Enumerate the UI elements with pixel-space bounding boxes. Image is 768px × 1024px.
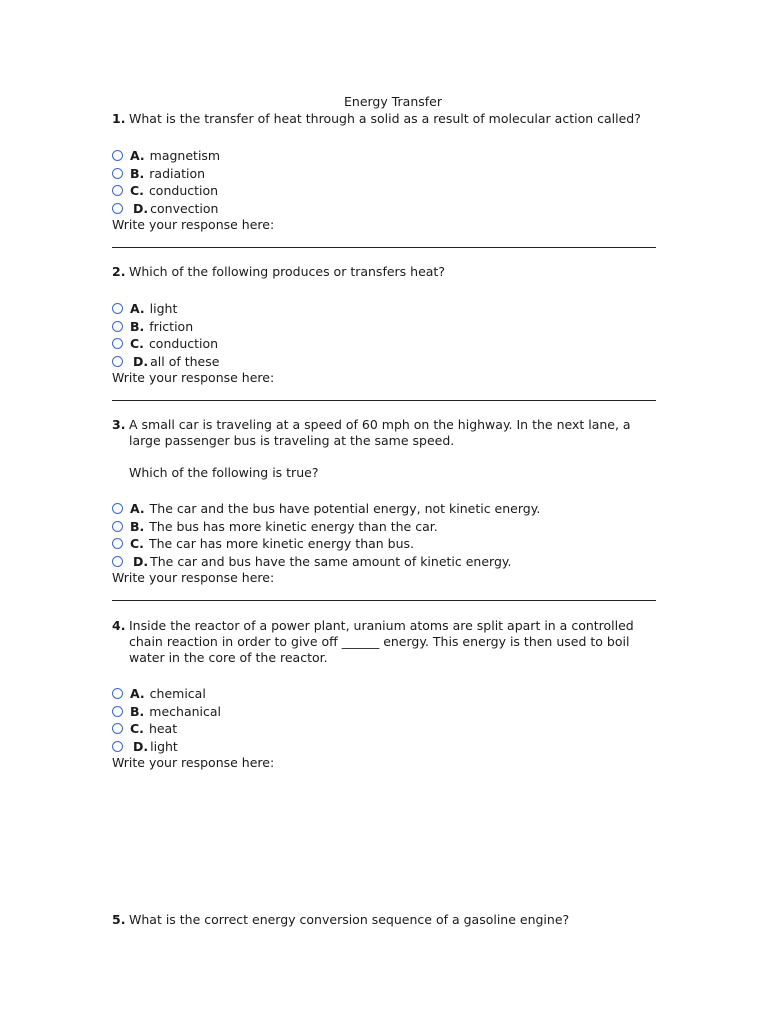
option-text: The car and the bus have potential energy, not kinetic energy. xyxy=(149,501,541,517)
option-d[interactable] xyxy=(112,200,657,218)
radio-icon[interactable] xyxy=(112,303,123,314)
option-letter: B. xyxy=(130,318,145,334)
response-line[interactable] xyxy=(112,247,656,248)
option-c[interactable] xyxy=(112,720,657,738)
option-text: conduction xyxy=(148,336,219,352)
question-number: 5. xyxy=(112,912,126,927)
question-1 xyxy=(112,111,657,233)
option-letter: C. xyxy=(130,183,144,199)
radio-icon[interactable] xyxy=(112,338,123,349)
option-text: convection xyxy=(150,201,219,217)
radio-icon[interactable] xyxy=(112,741,123,752)
option-letter: B. xyxy=(130,703,145,719)
options-list xyxy=(112,500,657,570)
option-b[interactable] xyxy=(112,703,657,721)
response-label: Write your response here: xyxy=(112,217,275,233)
question-4 xyxy=(112,618,657,771)
response-label: Write your response here: xyxy=(112,370,275,386)
options-list xyxy=(112,685,657,755)
question-2 xyxy=(112,264,657,386)
option-letter: D. xyxy=(133,354,149,370)
option-text: all of these xyxy=(150,354,220,370)
option-letter: C. xyxy=(130,536,144,552)
radio-icon[interactable] xyxy=(112,168,123,179)
option-letter: C. xyxy=(130,721,144,737)
option-c[interactable] xyxy=(112,182,657,200)
radio-icon[interactable] xyxy=(112,203,123,214)
option-text: mechanical xyxy=(149,703,222,719)
radio-icon[interactable] xyxy=(112,538,123,549)
question-5 xyxy=(112,912,657,928)
question-number: 1. xyxy=(112,111,126,126)
option-text: The bus has more kinetic energy than the car. xyxy=(149,518,438,534)
option-text: conduction xyxy=(148,183,219,199)
option-letter: A. xyxy=(130,501,145,517)
option-text: The car has more kinetic energy than bus. xyxy=(148,536,415,552)
option-letter: A. xyxy=(130,686,145,702)
option-text: The car and bus have the same amount of kinetic energy. xyxy=(150,554,512,570)
question-text: Inside the reactor of a power plant, uranium atoms are split apart in a controlled chain reaction in order to give off ______ energy. This energy is then used to boil water in the core of the reactor. xyxy=(129,618,634,665)
radio-icon[interactable] xyxy=(112,150,123,161)
option-letter: A. xyxy=(130,301,145,317)
option-text: light xyxy=(150,739,178,755)
option-text: light xyxy=(149,301,178,317)
option-a[interactable] xyxy=(112,147,657,165)
option-text: magnetism xyxy=(149,148,221,164)
option-letter: B. xyxy=(130,518,145,534)
option-c[interactable] xyxy=(112,535,657,553)
question-number: 2. xyxy=(112,264,126,279)
option-letter: C. xyxy=(130,336,144,352)
response-label: Write your response here: xyxy=(112,755,275,771)
option-b[interactable] xyxy=(112,165,657,183)
option-d[interactable] xyxy=(112,353,657,371)
options-list xyxy=(112,300,657,370)
question-text: Which of the following produces or transfers heat? xyxy=(129,264,445,279)
question-number: 4. xyxy=(112,618,126,633)
response-label: Write your response here: xyxy=(112,570,275,586)
radio-icon[interactable] xyxy=(112,706,123,717)
response-line[interactable] xyxy=(112,400,656,401)
option-a[interactable] xyxy=(112,685,657,703)
option-d[interactable] xyxy=(112,738,657,756)
option-letter: D. xyxy=(133,554,149,570)
option-d[interactable] xyxy=(112,553,657,571)
question-3 xyxy=(112,417,657,586)
radio-icon[interactable] xyxy=(112,521,123,532)
option-text: radiation xyxy=(149,165,206,181)
radio-icon[interactable] xyxy=(112,185,123,196)
radio-icon[interactable] xyxy=(112,723,123,734)
option-letter: D. xyxy=(133,201,149,217)
option-text: heat xyxy=(148,721,178,737)
question-subtext: Which of the following is true? xyxy=(129,465,319,480)
radio-icon[interactable] xyxy=(112,356,123,367)
option-letter: D. xyxy=(133,739,149,755)
radio-icon[interactable] xyxy=(112,503,123,514)
option-text: chemical xyxy=(149,686,206,702)
radio-icon[interactable] xyxy=(112,688,123,699)
question-text: A small car is traveling at a speed of 60 mph on the highway. In the next lane, a large passenger bus is traveling at the same speed. xyxy=(129,417,631,448)
question-number: 3. xyxy=(112,417,126,432)
option-letter: B. xyxy=(130,165,145,181)
radio-icon[interactable] xyxy=(112,556,123,567)
option-b[interactable] xyxy=(112,518,657,536)
response-line[interactable] xyxy=(112,600,656,601)
question-text: What is the transfer of heat through a solid as a result of molecular action called? xyxy=(129,111,641,126)
options-list xyxy=(112,147,657,217)
option-a[interactable] xyxy=(112,500,657,518)
option-b[interactable] xyxy=(112,318,657,336)
radio-icon[interactable] xyxy=(112,321,123,332)
question-text: What is the correct energy conversion sequence of a gasoline engine? xyxy=(129,912,570,927)
option-c[interactable] xyxy=(112,335,657,353)
document-title: Energy Transfer xyxy=(344,94,442,109)
option-a[interactable] xyxy=(112,300,657,318)
option-text: friction xyxy=(149,318,194,334)
option-letter: A. xyxy=(130,148,145,164)
